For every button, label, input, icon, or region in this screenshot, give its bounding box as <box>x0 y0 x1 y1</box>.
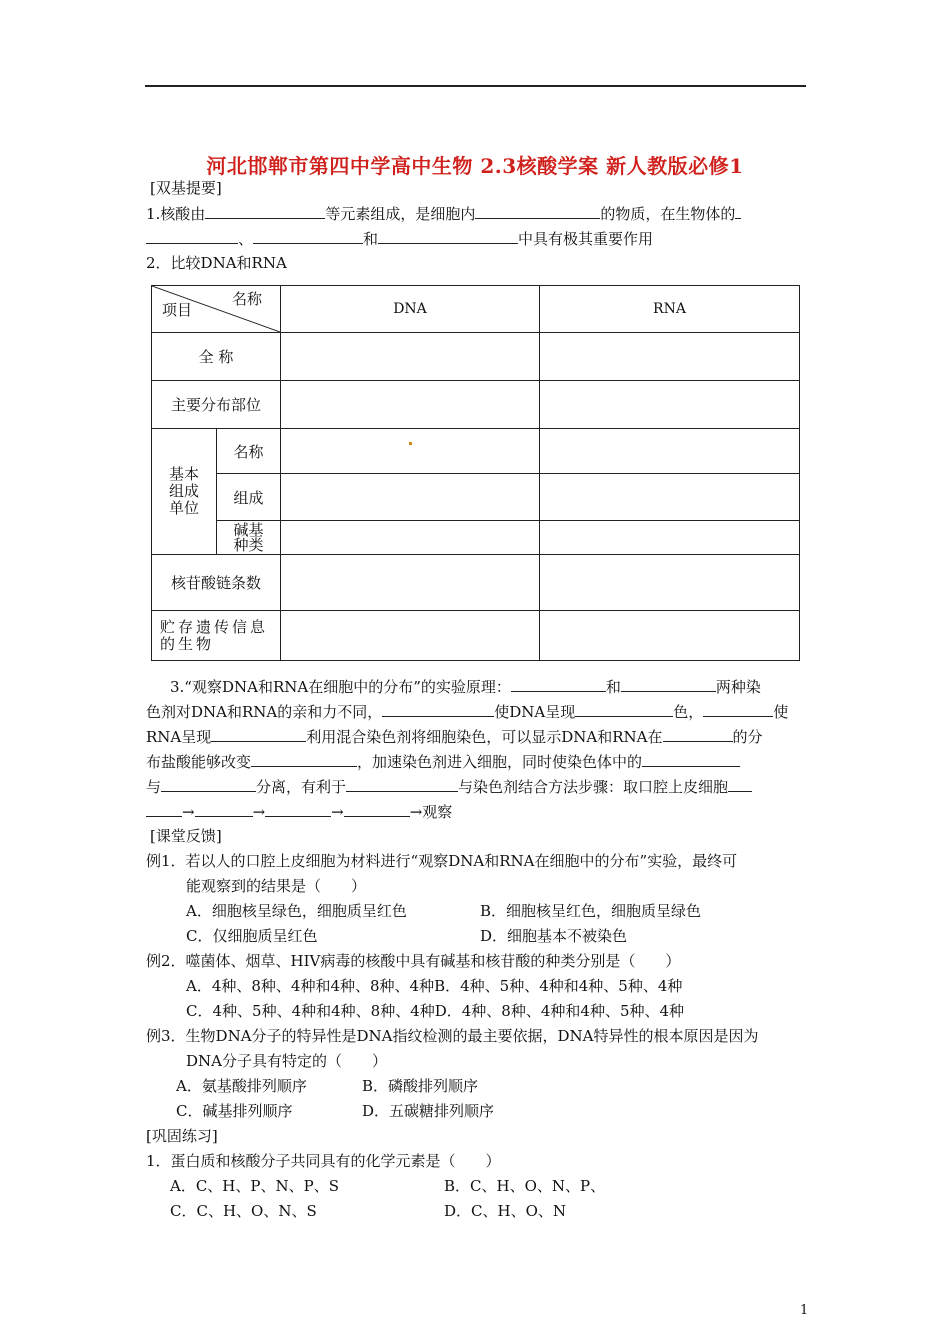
cell-rna-unit-name[interactable] <box>540 429 800 474</box>
blank[interactable] <box>205 203 325 219</box>
blank[interactable] <box>475 203 600 219</box>
row-label-organisms: 贮存遗传信息的生物 <box>152 611 281 661</box>
example-3-option-c[interactable]: C．碱基排列顺序 <box>176 1102 293 1120</box>
example-3-option-a[interactable]: A．氨基酸排列顺序 <box>176 1077 307 1095</box>
row-label-unit-composition: 组成 <box>217 474 281 521</box>
blank[interactable] <box>511 676 606 692</box>
row-label-chain-count: 核苷酸链条数 <box>152 555 281 611</box>
question-1-line-1: 1.核酸由 等元素组成，是细胞内 的物质，在生物体的 <box>146 203 741 224</box>
question-3-line-4: 布盐酸能够改变 ，加速染色剂进入细胞，同时使染色体中的 <box>146 751 740 772</box>
row-label-unit-name: 名称 <box>217 429 281 474</box>
example-2-options-ab[interactable]: A．4种、8种、4种和4种、8种、4种B．4种、5种、4种和4种、5种、4种 <box>186 977 683 995</box>
blank[interactable] <box>703 701 773 717</box>
question-3-line-3: RNA呈现 利用混合染色剂将细胞染色，可以显示DNA和RNA在 的分 <box>146 728 763 746</box>
blank[interactable] <box>265 801 331 817</box>
example-1-option-d[interactable]: D．细胞基本不被染色 <box>480 927 628 945</box>
example-2-stem: 例2．噬菌体、烟草、HIV病毒的核酸中具有碱基和核苷酸的种类分别是（ ） <box>146 952 681 970</box>
example-3-stem: 例3．生物DNA分子的特异性是DNA指纹检测的最主要依据，DNA特异性的根本原因是因为 <box>146 1027 759 1045</box>
cell-dna-chains[interactable] <box>281 555 540 611</box>
blank[interactable] <box>621 676 716 692</box>
example-2-options-cd[interactable]: C．4种、5种、4种和4种、8种、4种D．4种、8种、4种和4种、5种、4种 <box>186 1002 685 1020</box>
question-3-line-2: 色剂对DNA和RNA的亲和力不同， 使DNA呈现 色， 使 <box>146 703 789 721</box>
blank[interactable] <box>575 701 673 717</box>
example-1-stem-cont: 能观察到的结果是（ ） <box>186 877 367 895</box>
cell-dna-unit-name[interactable] <box>281 429 540 474</box>
blank[interactable] <box>251 751 357 767</box>
section-heading-basics: [双基提要] <box>150 179 222 197</box>
stray-dot <box>409 442 412 445</box>
table-header-diagonal <box>152 286 281 333</box>
row-label-full-name: 全 称 <box>152 333 281 381</box>
example-1-option-a[interactable]: A．细胞核呈绿色，细胞质呈红色 <box>186 902 407 920</box>
blank[interactable] <box>195 801 253 817</box>
cell-rna-organisms[interactable] <box>540 611 800 661</box>
cell-rna-full-name[interactable] <box>540 333 800 381</box>
blank[interactable] <box>344 801 410 817</box>
blank[interactable] <box>161 776 256 792</box>
question-3-line-1: 3.“观察DNA和RNA在细胞中的分布”的实验原理： 和 两种染 <box>170 678 761 696</box>
blank[interactable] <box>211 726 306 742</box>
blank[interactable] <box>346 776 458 792</box>
example-1-option-c[interactable]: C．仅细胞质呈红色 <box>186 927 318 945</box>
dna-rna-comparison-table <box>151 285 800 661</box>
blank[interactable] <box>728 776 752 792</box>
practice-1-option-b[interactable]: B．C、H、O、N、P、 <box>444 1177 606 1195</box>
header-item-label: 项目 <box>162 301 193 319</box>
cell-rna-chains[interactable] <box>540 555 800 611</box>
cell-dna-composition[interactable] <box>281 474 540 521</box>
example-3-stem-cont: DNA分子具有特定的（ ） <box>186 1052 387 1070</box>
practice-1-option-a[interactable]: A．C、H、P、N、P、S <box>170 1177 339 1195</box>
cell-rna-base-types[interactable] <box>540 521 800 555</box>
cell-rna-composition[interactable] <box>540 474 800 521</box>
example-3-option-d[interactable]: D．五碳糖排列顺序 <box>362 1102 495 1120</box>
example-1-stem: 例1．若以人的口腔上皮细胞为材料进行“观察DNA和RNA在细胞中的分布”实验，最终可 <box>146 852 738 870</box>
blank[interactable] <box>146 801 182 817</box>
column-header-rna: RNA <box>540 286 800 333</box>
cell-dna-organisms[interactable] <box>281 611 540 661</box>
page-title: 河北邯郸市第四中学高中生物 2.3核酸学案 新人教版必修1 <box>206 154 744 178</box>
practice-1-stem: 1．蛋白质和核酸分子共同具有的化学元素是（ ） <box>146 1152 501 1170</box>
cell-rna-location[interactable] <box>540 381 800 429</box>
blank[interactable] <box>735 203 741 219</box>
blank[interactable] <box>253 228 363 244</box>
cell-dna-location[interactable] <box>281 381 540 429</box>
blank[interactable] <box>663 726 733 742</box>
header-rule <box>145 85 806 87</box>
row-label-base-types: 碱基种类 <box>217 521 281 555</box>
question-3-line-5: 与 分离，有利于 与染色剂结合方法步骤：取口腔上皮细胞 <box>146 776 752 797</box>
header-name-label: 名称 <box>231 290 262 308</box>
page-number: 1 <box>800 1303 809 1318</box>
question-1-line-2: 、 和 中具有极其重要作用 <box>146 228 653 249</box>
column-header-dna: DNA <box>281 286 540 333</box>
example-3-option-b[interactable]: B．磷酸排列顺序 <box>362 1077 479 1095</box>
question-2: 2．比较DNA和RNA <box>146 254 287 272</box>
example-1-option-b[interactable]: B．细胞核呈红色，细胞质呈绿色 <box>480 902 702 920</box>
section-heading-feedback: [课堂反馈] <box>150 827 222 845</box>
blank[interactable] <box>642 751 740 767</box>
blank[interactable] <box>382 701 494 717</box>
section-heading-practice: [巩固练习] <box>146 1127 218 1145</box>
practice-1-option-c[interactable]: C．C、H、O、N、S <box>170 1202 317 1220</box>
cell-dna-full-name[interactable] <box>281 333 540 381</box>
question-3-line-6: → → → →观察 <box>146 801 452 822</box>
blank[interactable] <box>146 228 238 244</box>
blank[interactable] <box>378 228 518 244</box>
cell-dna-base-types[interactable] <box>281 521 540 555</box>
row-label-basic-unit: 基本组成单位 <box>152 429 217 555</box>
row-label-location: 主要分布部位 <box>152 381 281 429</box>
practice-1-option-d[interactable]: D．C、H、O、N <box>444 1202 567 1220</box>
